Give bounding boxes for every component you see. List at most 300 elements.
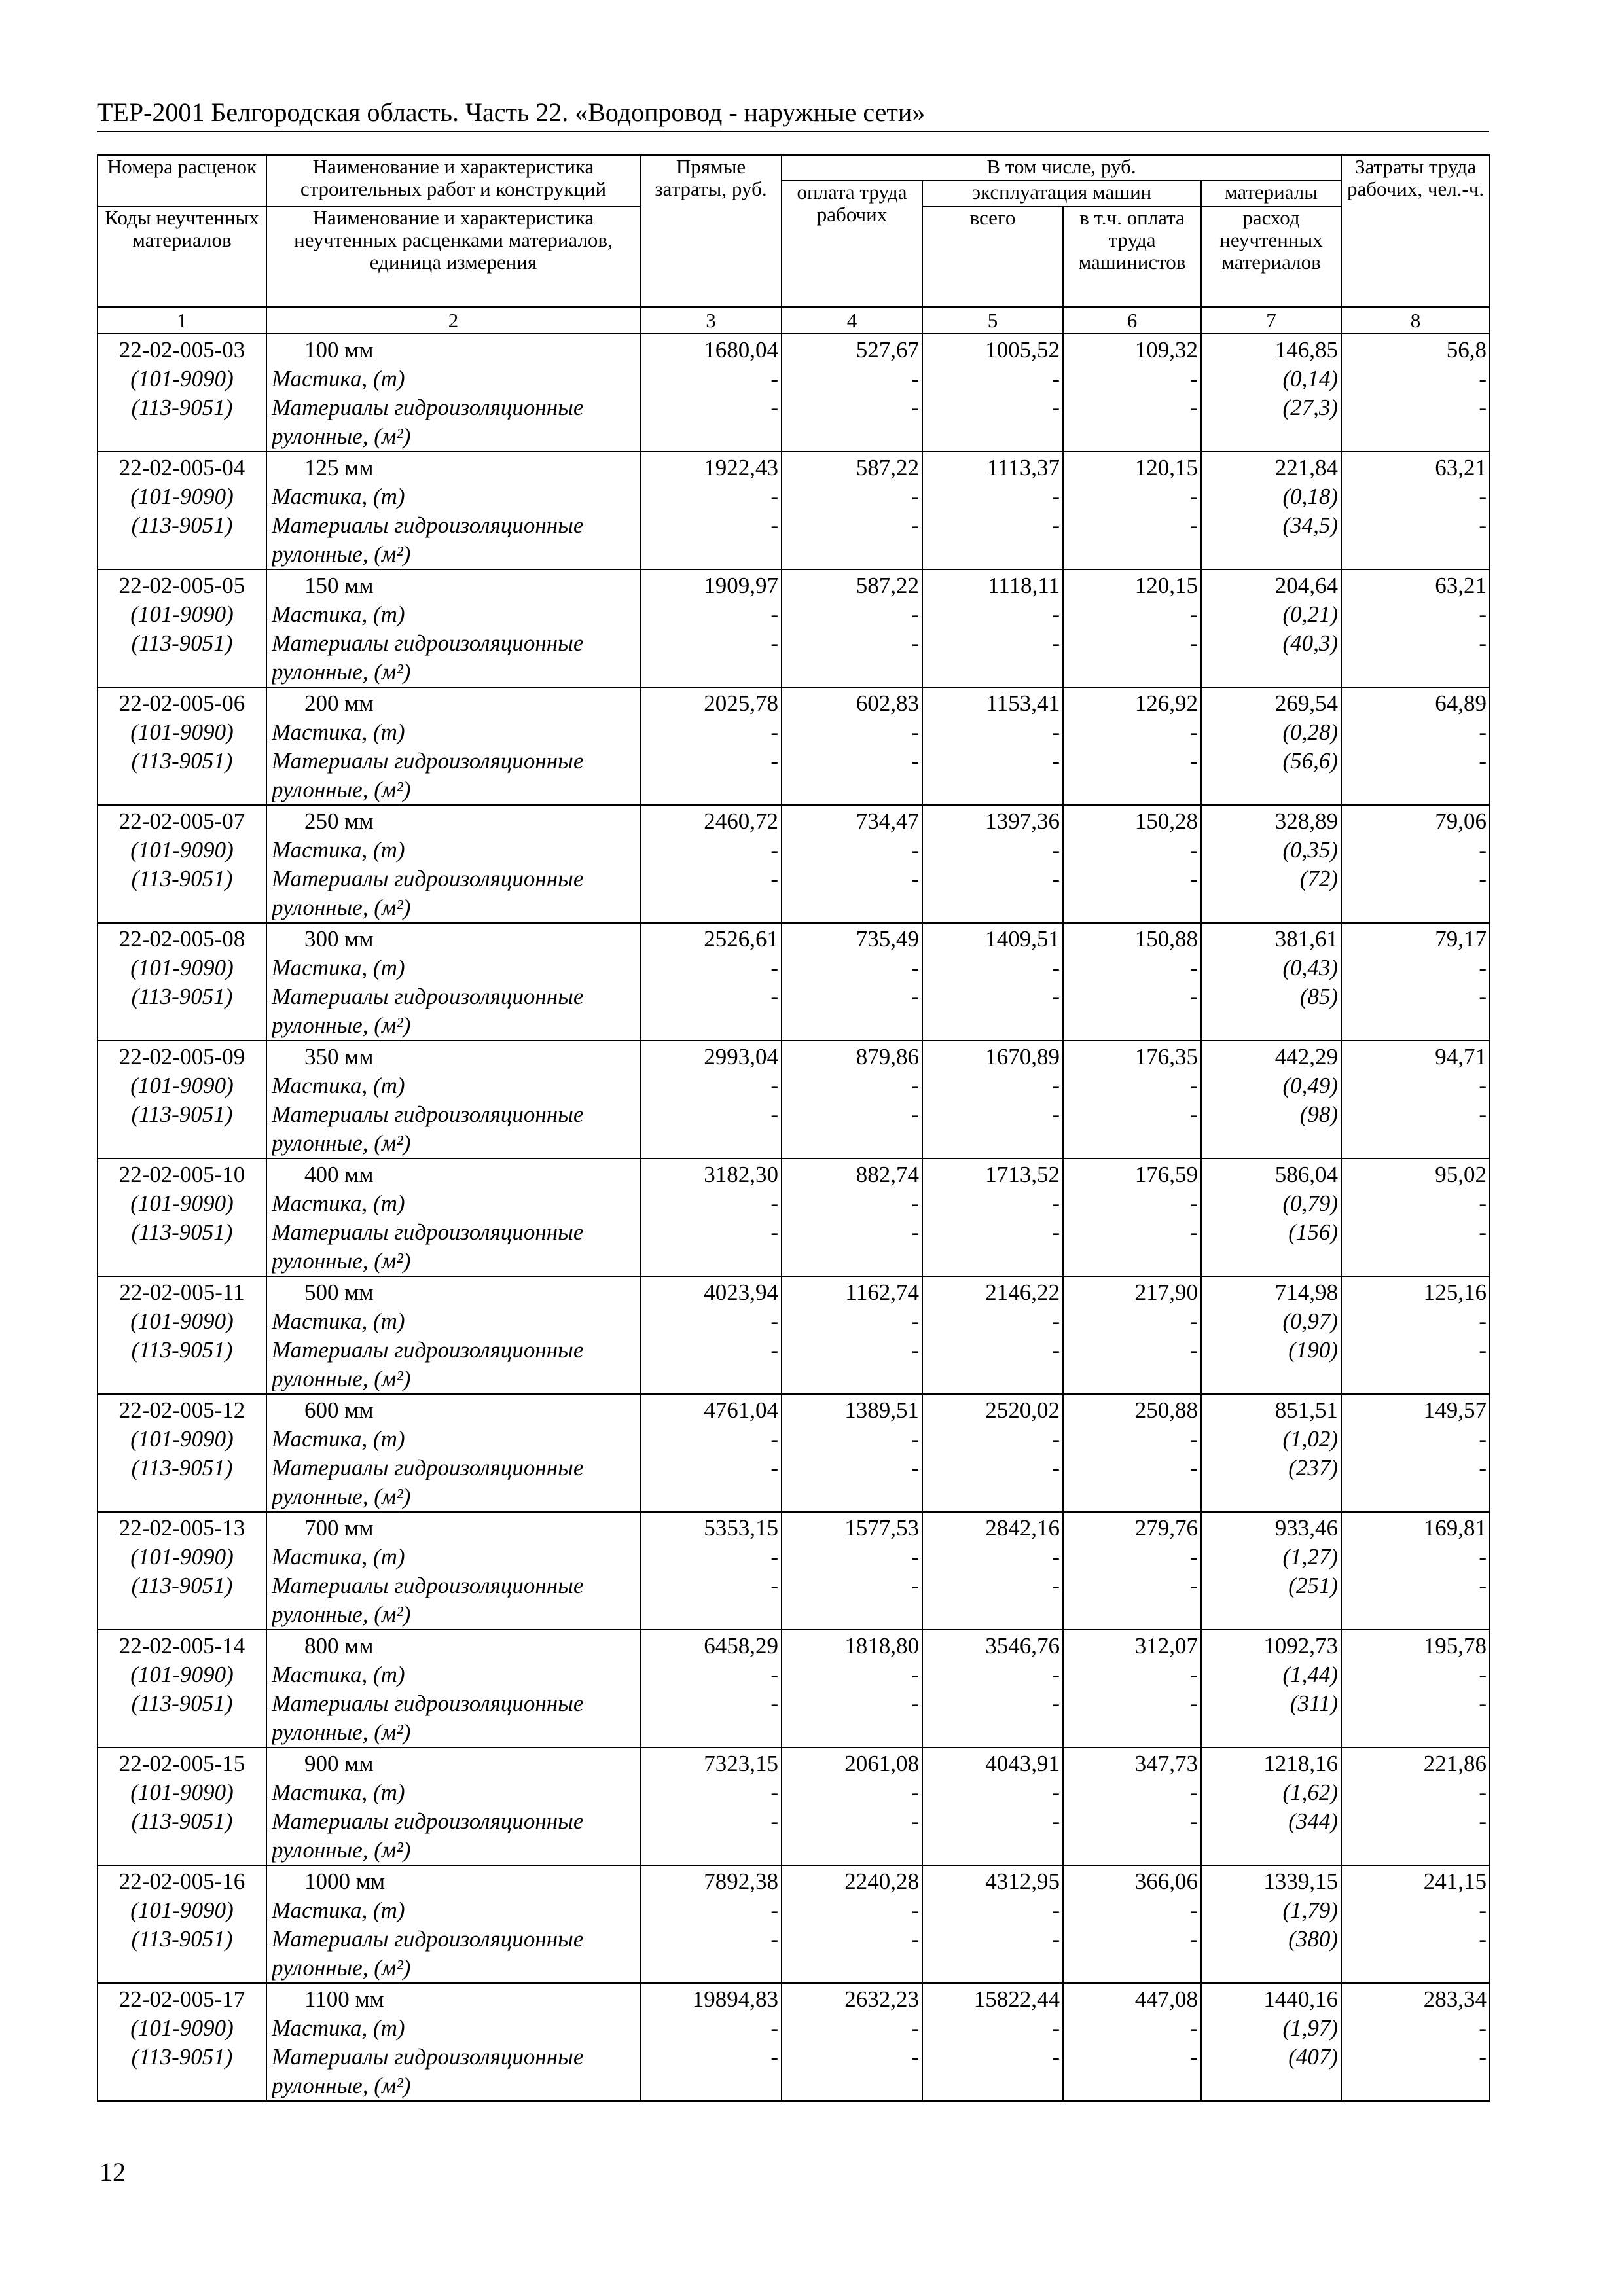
page-number: 12 <box>99 2157 126 2187</box>
dash-mark: - <box>770 1219 778 1245</box>
cell-value: 1118,11 <box>988 573 1060 598</box>
material-unit: рулонные, (м²) <box>272 2073 411 2098</box>
dash-mark: - <box>911 1780 919 1805</box>
dash-mark: - <box>911 1573 919 1598</box>
pipe-diameter: 200 мм <box>304 691 374 716</box>
cell-value: 442,29 <box>1274 1044 1339 1069</box>
value-cell-labor <box>782 1041 922 1158</box>
dash-mark: - <box>1479 1573 1487 1598</box>
dash-mark: - <box>1479 1455 1487 1480</box>
dash-mark: - <box>1479 1808 1487 1834</box>
dash-mark: - <box>911 601 919 627</box>
material-code: (101-9090) <box>130 1662 234 1687</box>
dash-mark: - <box>770 395 778 420</box>
dash-mark: - <box>911 630 919 656</box>
col-including-header: В том числе, руб. <box>782 155 1341 181</box>
dash-mark: - <box>911 1308 919 1334</box>
dash-mark: - <box>1052 2044 1060 2070</box>
work-name-cell <box>266 1983 640 2101</box>
cell-value: 587,22 <box>856 573 919 598</box>
dash-mark: - <box>1190 837 1198 863</box>
dash-mark: - <box>1052 1808 1060 1834</box>
value-cell-materials <box>1201 452 1341 569</box>
value-cell-labor <box>782 805 922 923</box>
value-cell-mach-total <box>922 1865 1063 1983</box>
dash-mark: - <box>1052 1544 1060 1570</box>
dash-mark: - <box>1190 1337 1198 1363</box>
material-name: Материалы гидроизоляционные <box>272 1219 584 1245</box>
material-usage-mastic: (1,27) <box>1282 1544 1339 1570</box>
dash-mark: - <box>1052 1691 1060 1716</box>
dash-mark: - <box>1052 1337 1060 1363</box>
material-name: Материалы гидроизоляционные <box>272 1102 584 1127</box>
value-cell-mach-labor <box>1063 923 1201 1041</box>
dash-mark: - <box>911 719 919 745</box>
material-usage-mastic: (1,02) <box>1282 1426 1339 1452</box>
column-numbers-row <box>98 307 1490 334</box>
pipe-diameter: 125 мм <box>304 455 374 480</box>
material-usage-mastic: (1,97) <box>1282 2015 1339 2041</box>
dash-mark: - <box>1190 366 1198 391</box>
dash-mark: - <box>1190 1544 1198 1570</box>
dash-mark: - <box>1190 1073 1198 1098</box>
material-code: (113-9051) <box>131 1926 233 1952</box>
dash-mark: - <box>770 1102 778 1127</box>
cell-value: 95,02 <box>1435 1162 1487 1187</box>
value-cell-mach-labor <box>1063 1158 1201 1276</box>
col-labor-hours-header: Затраты труда рабочих, чел.-ч. <box>1341 155 1490 307</box>
pipe-diameter: 300 мм <box>304 926 374 952</box>
cell-value: 120,15 <box>1134 455 1198 480</box>
cell-value: 1389,51 <box>844 1397 919 1423</box>
col-material-usage-header: расход неучтенных материалов <box>1201 206 1341 307</box>
table-row <box>98 334 1490 452</box>
dash-mark: - <box>1190 1780 1198 1805</box>
cell-value: 195,78 <box>1423 1633 1487 1659</box>
pipe-diameter: 500 мм <box>304 1280 374 1305</box>
dash-mark: - <box>1190 719 1198 745</box>
material-name: Материалы гидроизоляционные <box>272 630 584 656</box>
dash-mark: - <box>1479 748 1487 774</box>
dash-mark: - <box>770 2015 778 2041</box>
value-cell-mach-total <box>922 687 1063 805</box>
dash-mark: - <box>1190 395 1198 420</box>
value-cell-labor <box>782 1630 922 1748</box>
rate-code: 22-02-005-08 <box>118 926 245 952</box>
value-cell-materials <box>1201 1158 1341 1276</box>
dash-mark: - <box>1052 1573 1060 1598</box>
dash-mark: - <box>770 1544 778 1570</box>
rate-code-cell <box>98 805 266 923</box>
cell-value: 328,89 <box>1274 808 1339 834</box>
value-cell-mach-total <box>922 1748 1063 1865</box>
material-name: Мастика, (т) <box>272 1426 405 1452</box>
dash-mark: - <box>1052 748 1060 774</box>
dash-mark: - <box>1479 1544 1487 1570</box>
table-row <box>98 1158 1490 1276</box>
value-cell-mach-total <box>922 1276 1063 1394</box>
material-code: (113-9051) <box>131 1691 233 1716</box>
col-machines-header: эксплуатация машин <box>922 181 1201 206</box>
material-name: Мастика, (т) <box>272 955 405 980</box>
value-cell-mach-labor <box>1063 1630 1201 1748</box>
work-name-cell <box>266 1394 640 1512</box>
cell-value: 64,89 <box>1435 691 1487 716</box>
dash-mark: - <box>770 1573 778 1598</box>
cell-value: 2632,23 <box>844 1986 919 2012</box>
cell-value: 2526,61 <box>704 926 778 952</box>
cell-value: 527,67 <box>856 337 919 363</box>
rate-code: 22-02-005-09 <box>118 1044 245 1069</box>
dash-mark: - <box>1052 1455 1060 1480</box>
cell-value: 2240,28 <box>844 1869 919 1894</box>
material-unit: рулонные, (м²) <box>272 1366 411 1391</box>
dash-mark: - <box>770 484 778 509</box>
cell-value: 1218,16 <box>1263 1751 1339 1776</box>
rate-code: 22-02-005-16 <box>118 1869 245 1894</box>
pipe-diameter: 250 мм <box>304 808 374 834</box>
material-usage-mastic: (0,43) <box>1282 955 1339 980</box>
pipe-diameter: 1000 мм <box>304 1869 386 1894</box>
pipe-diameter: 800 мм <box>304 1633 374 1659</box>
rate-code-cell <box>98 1630 266 1748</box>
value-cell-mach-total <box>922 805 1063 923</box>
material-code: (101-9090) <box>130 366 234 391</box>
dash-mark: - <box>1479 719 1487 745</box>
value-cell-labor <box>782 1158 922 1276</box>
work-name-cell <box>266 1158 640 1276</box>
cell-value: 2061,08 <box>844 1751 919 1776</box>
value-cell-direct <box>640 687 782 805</box>
dash-mark: - <box>1052 1219 1060 1245</box>
dash-mark: - <box>1479 2044 1487 2070</box>
dash-mark: - <box>911 1219 919 1245</box>
dash-mark: - <box>1479 1662 1487 1687</box>
value-cell-mach-labor <box>1063 1512 1201 1630</box>
value-cell-mach-labor <box>1063 452 1201 569</box>
dash-mark: - <box>911 2015 919 2041</box>
value-cell-mach-total <box>922 569 1063 687</box>
column-number: 5 <box>922 307 1063 334</box>
value-cell-materials <box>1201 1748 1341 1865</box>
cell-value: 587,22 <box>856 455 919 480</box>
dash-mark: - <box>1479 512 1487 538</box>
dash-mark: - <box>1479 484 1487 509</box>
material-name: Материалы гидроизоляционные <box>272 512 584 538</box>
table-row <box>98 1865 1490 1983</box>
material-name: Материалы гидроизоляционные <box>272 1926 584 1952</box>
material-name: Материалы гидроизоляционные <box>272 1573 584 1598</box>
cell-value: 109,32 <box>1134 337 1198 363</box>
dash-mark: - <box>1479 1308 1487 1334</box>
dash-mark: - <box>1479 837 1487 863</box>
col-work-name-header: Наименование и характеристика строительных работ и конструкций <box>266 155 640 206</box>
material-unit: рулонные, (м²) <box>272 1955 411 1981</box>
material-usage-mastic: (0,49) <box>1282 1073 1339 1098</box>
rate-code: 22-02-005-06 <box>118 691 245 716</box>
dash-mark: - <box>1052 512 1060 538</box>
cell-value: 1670,89 <box>985 1044 1060 1069</box>
cell-value: 735,49 <box>856 926 919 952</box>
dash-mark: - <box>1052 1191 1060 1216</box>
rate-code-cell <box>98 1748 266 1865</box>
dash-mark: - <box>770 955 778 980</box>
material-usage-roll: (344) <box>1288 1808 1339 1834</box>
pipe-diameter: 700 мм <box>304 1515 374 1541</box>
value-cell-direct <box>640 923 782 1041</box>
material-name: Материалы гидроизоляционные <box>272 2044 584 2070</box>
rate-code-cell <box>98 1394 266 1512</box>
value-cell-direct <box>640 1748 782 1865</box>
cell-value: 269,54 <box>1274 691 1339 716</box>
value-cell-hours <box>1341 1158 1490 1276</box>
table-row <box>98 1512 1490 1630</box>
dash-mark: - <box>1479 1426 1487 1452</box>
col-materials-header: материалы <box>1201 181 1341 206</box>
table-row <box>98 1041 1490 1158</box>
dash-mark: - <box>1052 719 1060 745</box>
material-usage-roll: (72) <box>1299 866 1339 891</box>
material-usage-mastic: (0,35) <box>1282 837 1339 863</box>
material-name: Материалы гидроизоляционные <box>272 1337 584 1363</box>
value-cell-direct <box>640 1394 782 1512</box>
value-cell-direct <box>640 452 782 569</box>
rate-code-cell <box>98 334 266 452</box>
dash-mark: - <box>1190 1426 1198 1452</box>
material-usage-mastic: (0,97) <box>1282 1308 1339 1334</box>
table-row <box>98 805 1490 923</box>
cell-value: 63,21 <box>1435 455 1487 480</box>
table-row <box>98 1983 1490 2101</box>
material-unit: рулонные, (м²) <box>272 777 411 802</box>
rate-code-cell <box>98 1983 266 2101</box>
dash-mark: - <box>1190 1573 1198 1598</box>
dash-mark: - <box>1190 1808 1198 1834</box>
value-cell-hours <box>1341 1865 1490 1983</box>
cell-value: 150,28 <box>1134 808 1198 834</box>
dash-mark: - <box>1190 512 1198 538</box>
dash-mark: - <box>1190 630 1198 656</box>
dash-mark: - <box>1190 984 1198 1009</box>
dash-mark: - <box>1052 955 1060 980</box>
dash-mark: - <box>1052 395 1060 420</box>
value-cell-hours <box>1341 569 1490 687</box>
dash-mark: - <box>770 1073 778 1098</box>
value-cell-hours <box>1341 1041 1490 1158</box>
dash-mark: - <box>1052 484 1060 509</box>
material-unit: рулонные, (м²) <box>272 895 411 920</box>
dash-mark: - <box>1052 1426 1060 1452</box>
rate-code: 22-02-005-10 <box>118 1162 245 1187</box>
cell-value: 1092,73 <box>1263 1633 1339 1659</box>
cell-value: 63,21 <box>1435 573 1487 598</box>
dash-mark: - <box>911 484 919 509</box>
rates-table <box>97 154 1490 2102</box>
cell-value: 5353,15 <box>704 1515 778 1541</box>
dash-mark: - <box>1479 955 1487 980</box>
value-cell-materials <box>1201 1512 1341 1630</box>
cell-value: 1397,36 <box>985 808 1060 834</box>
material-unit: рулонные, (м²) <box>272 541 411 567</box>
dash-mark: - <box>770 748 778 774</box>
dash-mark: - <box>770 1455 778 1480</box>
rate-code: 22-02-005-11 <box>119 1280 245 1305</box>
dash-mark: - <box>911 866 919 891</box>
cell-value: 1113,37 <box>986 455 1060 480</box>
value-cell-hours <box>1341 1512 1490 1630</box>
dash-mark: - <box>911 1337 919 1363</box>
dash-mark: - <box>1190 748 1198 774</box>
cell-value: 176,35 <box>1134 1044 1198 1069</box>
value-cell-labor <box>782 1512 922 1630</box>
cell-value: 347,73 <box>1134 1751 1198 1776</box>
cell-value: 250,88 <box>1134 1397 1198 1423</box>
dash-mark: - <box>1479 984 1487 1009</box>
col-material-codes-header: Коды неучтенных материалов <box>98 206 266 307</box>
page-header-title: ТЕР-2001 Белгородская область. Часть 22. «Водопровод - наружные сети» <box>97 98 926 127</box>
dash-mark: - <box>1052 984 1060 1009</box>
cell-value: 3182,30 <box>704 1162 778 1187</box>
value-cell-mach-labor <box>1063 1865 1201 1983</box>
dash-mark: - <box>1190 1455 1198 1480</box>
cell-value: 94,71 <box>1435 1044 1487 1069</box>
cell-value: 221,86 <box>1423 1751 1487 1776</box>
value-cell-materials <box>1201 805 1341 923</box>
cell-value: 204,64 <box>1274 573 1339 598</box>
dash-mark: - <box>770 719 778 745</box>
cell-value: 586,04 <box>1274 1162 1339 1187</box>
value-cell-mach-labor <box>1063 1983 1201 2101</box>
table-row <box>98 1630 1490 1748</box>
cell-value: 312,07 <box>1134 1633 1198 1659</box>
table-row <box>98 923 1490 1041</box>
value-cell-mach-labor <box>1063 1276 1201 1394</box>
material-unit: рулонные, (м²) <box>272 1130 411 1156</box>
cell-value: 1577,53 <box>844 1515 919 1541</box>
col-worker-pay-header: оплата труда рабочих <box>782 181 922 307</box>
dash-mark: - <box>911 1897 919 1923</box>
work-name-cell <box>266 1512 640 1630</box>
value-cell-labor <box>782 1276 922 1394</box>
rate-code: 22-02-005-12 <box>118 1397 245 1423</box>
material-code: (101-9090) <box>130 601 234 627</box>
cell-value: 7323,15 <box>704 1751 778 1776</box>
pipe-diameter: 600 мм <box>304 1397 374 1423</box>
material-unit: рулонные, (м²) <box>272 423 411 449</box>
dash-mark: - <box>770 984 778 1009</box>
value-cell-mach-total <box>922 923 1063 1041</box>
value-cell-direct <box>640 1041 782 1158</box>
value-cell-mach-labor <box>1063 805 1201 923</box>
dash-mark: - <box>1190 955 1198 980</box>
dash-mark: - <box>1190 1897 1198 1923</box>
dash-mark: - <box>770 630 778 656</box>
material-code: (101-9090) <box>130 1897 234 1923</box>
dash-mark: - <box>1479 2015 1487 2041</box>
material-usage-roll: (40,3) <box>1282 630 1339 656</box>
value-cell-direct <box>640 1276 782 1394</box>
cell-value: 4023,94 <box>704 1280 778 1305</box>
material-code: (113-9051) <box>131 1102 233 1127</box>
work-name-cell <box>266 1865 640 1983</box>
dash-mark: - <box>1190 1926 1198 1952</box>
material-code: (113-9051) <box>131 748 233 774</box>
material-name: Материалы гидроизоляционные <box>272 395 584 420</box>
cell-value: 1680,04 <box>704 337 778 363</box>
value-cell-direct <box>640 334 782 452</box>
dash-mark: - <box>770 1426 778 1452</box>
dash-mark: - <box>911 1102 919 1127</box>
value-cell-hours <box>1341 1748 1490 1865</box>
material-code: (113-9051) <box>131 1455 233 1480</box>
value-cell-labor <box>782 1983 922 2101</box>
material-code: (113-9051) <box>131 1573 233 1598</box>
work-name-cell <box>266 1041 640 1158</box>
material-usage-roll: (98) <box>1299 1102 1339 1127</box>
material-usage-mastic: (1,44) <box>1282 1662 1339 1687</box>
column-number: 8 <box>1341 307 1490 334</box>
rate-code: 22-02-005-07 <box>118 808 245 834</box>
cell-value: 79,17 <box>1435 926 1487 952</box>
cell-value: 602,83 <box>856 691 919 716</box>
table-row <box>98 1276 1490 1394</box>
dash-mark: - <box>1190 484 1198 509</box>
dash-mark: - <box>911 1662 919 1687</box>
material-code: (101-9090) <box>130 1544 234 1570</box>
dash-mark: - <box>770 1926 778 1952</box>
cell-value: 879,86 <box>856 1044 919 1069</box>
material-usage-roll: (190) <box>1288 1337 1339 1363</box>
col-material-names-header: Наименование и характеристика неучтенных расценками материалов, единица измерения <box>266 206 640 307</box>
dash-mark: - <box>911 1926 919 1952</box>
dash-mark: - <box>1479 1102 1487 1127</box>
material-code: (113-9051) <box>131 1808 233 1834</box>
dash-mark: - <box>1052 1073 1060 1098</box>
rate-code-cell <box>98 452 266 569</box>
dash-mark: - <box>770 866 778 891</box>
material-name: Мастика, (т) <box>272 1544 405 1570</box>
material-code: (101-9090) <box>130 1426 234 1452</box>
dash-mark: - <box>1190 1219 1198 1245</box>
dash-mark: - <box>1052 1102 1060 1127</box>
dash-mark: - <box>1052 1897 1060 1923</box>
dash-mark: - <box>1052 2015 1060 2041</box>
rate-code-cell <box>98 1158 266 1276</box>
material-name: Материалы гидроизоляционные <box>272 1455 584 1480</box>
value-cell-hours <box>1341 452 1490 569</box>
dash-mark: - <box>911 748 919 774</box>
value-cell-mach-total <box>922 452 1063 569</box>
material-usage-roll: (380) <box>1288 1926 1339 1952</box>
rate-code-cell <box>98 687 266 805</box>
material-usage-mastic: (1,62) <box>1282 1780 1339 1805</box>
material-name: Мастика, (т) <box>272 484 405 509</box>
value-cell-hours <box>1341 334 1490 452</box>
dash-mark: - <box>770 1662 778 1687</box>
value-cell-mach-total <box>922 1630 1063 1748</box>
material-name: Мастика, (т) <box>272 837 405 863</box>
dash-mark: - <box>770 1897 778 1923</box>
cell-value: 1162,74 <box>845 1280 919 1305</box>
dash-mark: - <box>1479 1691 1487 1716</box>
cell-value: 1339,15 <box>1263 1869 1339 1894</box>
cell-value: 1409,51 <box>985 926 1060 952</box>
material-unit: рулонные, (м²) <box>272 1013 411 1038</box>
material-usage-roll: (56,6) <box>1282 748 1339 774</box>
value-cell-labor <box>782 1748 922 1865</box>
header-rule <box>97 131 1489 132</box>
cell-value: 150,88 <box>1134 926 1198 952</box>
